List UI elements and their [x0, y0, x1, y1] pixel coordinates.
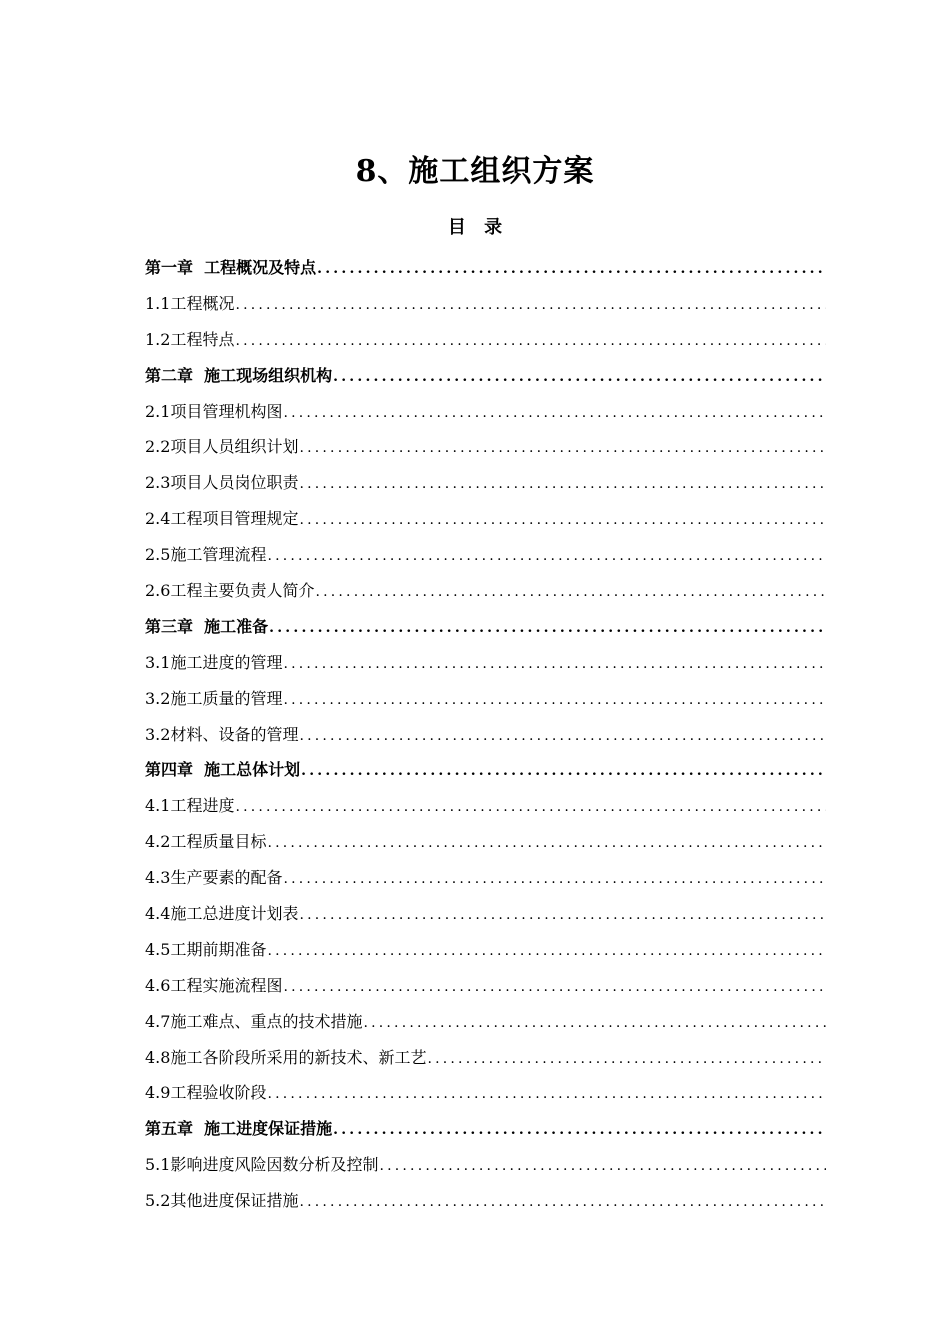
toc-section-entry[interactable]: [145, 289, 826, 325]
toc-entry-label: 4.3生产要素的配备: [145, 868, 283, 888]
toc-section-entry[interactable]: [145, 899, 826, 935]
toc-section-entry[interactable]: [145, 1078, 826, 1114]
toc-dot-leader: [283, 685, 826, 715]
toc-chapter-entry[interactable]: [145, 612, 826, 648]
toc-section-entry[interactable]: [145, 971, 826, 1007]
toc-dot-leader: [363, 1008, 826, 1038]
toc-section-entry[interactable]: [145, 504, 826, 540]
toc-dot-leader: [283, 972, 826, 1002]
toc-entry-label: 2.2项目人员组织计划: [145, 437, 299, 457]
toc-section-entry[interactable]: [145, 397, 826, 433]
toc-dot-leader: [267, 828, 826, 858]
toc-dot-leader: [299, 505, 826, 535]
toc-section-entry[interactable]: [145, 1007, 826, 1043]
toc-section-entry[interactable]: [145, 1186, 826, 1222]
toc-entry-label: 2.3项目人员岗位职责: [145, 473, 299, 493]
toc-dot-leader: [301, 756, 826, 786]
toc-entry-label: 4.1工程进度: [145, 796, 235, 816]
toc-section-entry[interactable]: [145, 540, 826, 576]
toc-entry-label: 5.2其他进度保证措施: [145, 1191, 299, 1211]
toc-dot-leader: [267, 936, 826, 966]
toc-entry-label: 第三章 施工准备: [145, 616, 269, 636]
toc-entry-label: 4.2工程质量目标: [145, 832, 267, 852]
toc-dot-leader: [235, 290, 826, 320]
toc-dot-leader: [333, 362, 826, 392]
toc-chapter-entry[interactable]: [145, 361, 826, 397]
toc-entry-label: 3.2施工质量的管理: [145, 688, 283, 708]
toc-entry-label: 3.1施工进度的管理: [145, 652, 283, 672]
toc-dot-leader: [235, 792, 826, 822]
toc-entry-label: 4.9工程验收阶段: [145, 1083, 267, 1103]
toc-section-entry[interactable]: [145, 863, 826, 899]
toc-dot-leader: [299, 1187, 826, 1217]
document-title: 8、施工组织方案: [355, 154, 595, 189]
toc-dot-leader: [317, 254, 826, 284]
toc-dot-leader: [299, 721, 826, 751]
toc-dot-leader: [299, 469, 826, 499]
toc-section-entry[interactable]: [145, 468, 826, 504]
toc-entry-label: 2.5施工管理流程: [145, 545, 267, 565]
toc-entry-label: 2.6工程主要负责人简介: [145, 581, 315, 601]
toc-section-entry[interactable]: [145, 935, 826, 971]
toc-section-entry[interactable]: [145, 1043, 826, 1079]
toc-dot-leader: [427, 1044, 826, 1074]
toc-entry-label: 4.7施工难点、重点的技术措施: [145, 1011, 363, 1031]
toc-section-entry[interactable]: [145, 827, 826, 863]
toc-dot-leader: [299, 900, 826, 930]
toc-section-entry[interactable]: [145, 648, 826, 684]
toc-section-entry[interactable]: [145, 432, 826, 468]
toc-entry-label: 4.5工期前期准备: [145, 939, 267, 959]
toc-entry-label: 2.1项目管理机构图: [145, 401, 283, 421]
toc-entry-label: 第五章 施工进度保证措施: [145, 1119, 333, 1139]
toc-entry-label: 4.8施工各阶段所采用的新技术、新工艺: [145, 1047, 427, 1067]
toc-dot-leader: [283, 398, 826, 428]
toc-section-entry[interactable]: [145, 791, 826, 827]
toc-chapter-entry[interactable]: [145, 1114, 826, 1150]
toc-entry-label: 4.4施工总进度计划表: [145, 904, 299, 924]
toc-chapter-entry[interactable]: [145, 755, 826, 791]
toc-heading: 目 录: [447, 217, 503, 238]
toc-dot-leader: [299, 433, 826, 463]
toc-dot-leader: [235, 326, 826, 356]
toc-section-entry[interactable]: [145, 576, 826, 612]
toc-entry-label: 5.1影响进度风险因数分析及控制: [145, 1155, 379, 1175]
toc-dot-leader: [315, 577, 826, 607]
toc-dot-leader: [283, 864, 826, 894]
toc-chapter-entry[interactable]: [145, 253, 826, 289]
toc-section-entry[interactable]: [145, 684, 826, 720]
toc-entry-label: 1.1工程概况: [145, 293, 235, 313]
toc-section-entry[interactable]: [145, 325, 826, 361]
toc-dot-leader: [267, 541, 826, 571]
toc-section-entry[interactable]: [145, 1150, 826, 1186]
toc-entry-label: 1.2工程特点: [145, 329, 235, 349]
toc-dot-leader: [379, 1151, 826, 1181]
toc-entry-label: 第四章 施工总体计划: [145, 760, 301, 780]
toc-entry-label: 2.4工程项目管理规定: [145, 509, 299, 529]
toc-entry-label: 4.6工程实施流程图: [145, 975, 283, 995]
toc-dot-leader: [333, 1115, 826, 1145]
toc-section-entry[interactable]: [145, 720, 826, 756]
toc-dot-leader: [267, 1079, 826, 1109]
toc-entry-label: 第二章 施工现场组织机构: [145, 365, 333, 385]
toc-entry-label: 3.2材料、设备的管理: [145, 724, 299, 744]
toc-dot-leader: [283, 649, 826, 679]
toc-entry-label: 第一章 工程概况及特点: [145, 258, 317, 277]
toc-dot-leader: [269, 613, 826, 643]
table-of-contents: [145, 253, 826, 1222]
